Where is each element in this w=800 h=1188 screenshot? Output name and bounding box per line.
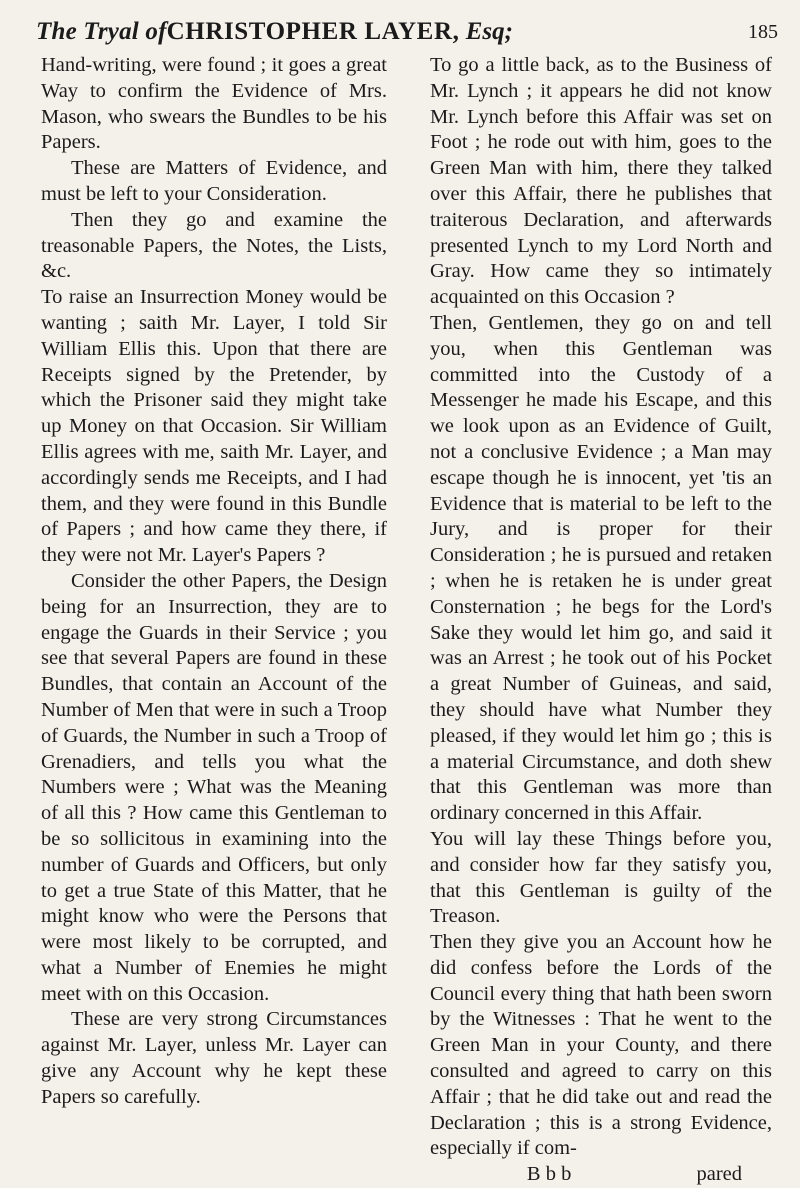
paragraph: These are very strong Circumstances against Mr. Layer, unless Mr. Layer can give any Account why he kept these Papers so carefully. [41, 1008, 387, 1108]
paragraph: Then they give you an Account how he did confess before the Lords of the Council every thing that hath been sworn by the Witnesses : That he went to the Green Man in your County, and there consulted and agreed to carry on this Affair ; that he did take out and read the Declaration ; this is a strong Evidence, especially if com- [430, 931, 772, 1160]
running-head-name: CHRISTOPHER LAYER, [166, 18, 460, 45]
paragraph: Then they go and examine the treasonable Papers, the Notes, the Lists, &c. [41, 208, 387, 283]
page-number: 185 [748, 21, 778, 43]
right-column [430, 53, 772, 1186]
paragraph: Then, Gentlemen, they go on and tell you, when this Gentleman was committed into the Custody of a Messenger he made his Escape, and this we look upon as an Evidence of Guilt, not a conclusive Evidence ; a Man may escape though he is innocent, yet 'tis an Evidence that is material to be left to the Jury, and is proper for their Consideration ; he is pursued and retaken ; when he is retaken he is under great Consternation ; he begs for the Lord's Sake they would let him go, and said it was an Arrest ; he took out of his Pocket a great Number of Guineas, and said, they should have what Number they pleased, if they would let him go ; this is a material Circumstance, and doth shew that this Gentleman was more than ordinary concerned in this Affair. [430, 311, 772, 825]
paragraph: To go a little back, as to the Business of Mr. Lynch ; it appears he did not know Mr. Lynch before this Affair was set on Foot ; he rode out with him, goes to the Green Man with him, there they talked over this Affair, there he publishes that traiterous Declaration, and afterwards presented Lynch to my Lord North and Gray. How came they so intimately acquainted on this Occasion ? [430, 54, 772, 309]
catchword: pared [696, 1163, 742, 1186]
paragraph: To raise an Insurrection Money would be wanting ; saith Mr. Layer, I told Sir William Ellis this. Upon that there are Receipts signed by the Pretender, by which the Prisoner said they might take up Money on that Occasion. Sir William Ellis agrees with me, saith Mr. Layer, and accordingly sends me Receipts, and I had them, and they were found in this Bundle of Papers ; and how came they there, if they were not Mr. Layer's Papers ? [41, 286, 387, 567]
paragraph: You will lay these Things before you, and consider how far they satisfy you, that this Gentleman is guilty of the Treason. [430, 827, 772, 928]
paragraph: Consider the other Papers, the Design being for an Insurrection, they are to engage the Guards in their Service ; you see that several Papers are found in these Bundles, that contain an Account of the Number of Men that were in such a Troop of Guards, the Number in such a Troop of Grenadiers, and tells you what the Numbers were ; What was the Meaning of all this ? How came this Gentleman to be so sollicitous in examining into the number of Guards and Officers, but only to get a true State of this Matter, that he might know who were the Persons that were most likely to be corrupted, and what a Number of Enemies he might meet with on this Occasion. [41, 569, 387, 1005]
running-head [36, 14, 784, 50]
signature-line [430, 1162, 772, 1188]
running-head-title: The Tryal of [36, 18, 167, 45]
paragraph: These are Matters of Evidence, and must be left to your Consideration. [41, 157, 387, 205]
running-head-suffix: Esq; [465, 18, 513, 45]
paragraph: Hand-writing, were found ; it goes a great Way to confirm the Evidence of Mrs. Mason, who swears the Bundles to be his Papers. [41, 54, 387, 154]
signature-mark: B b b [526, 1163, 572, 1186]
left-column [41, 53, 387, 1133]
